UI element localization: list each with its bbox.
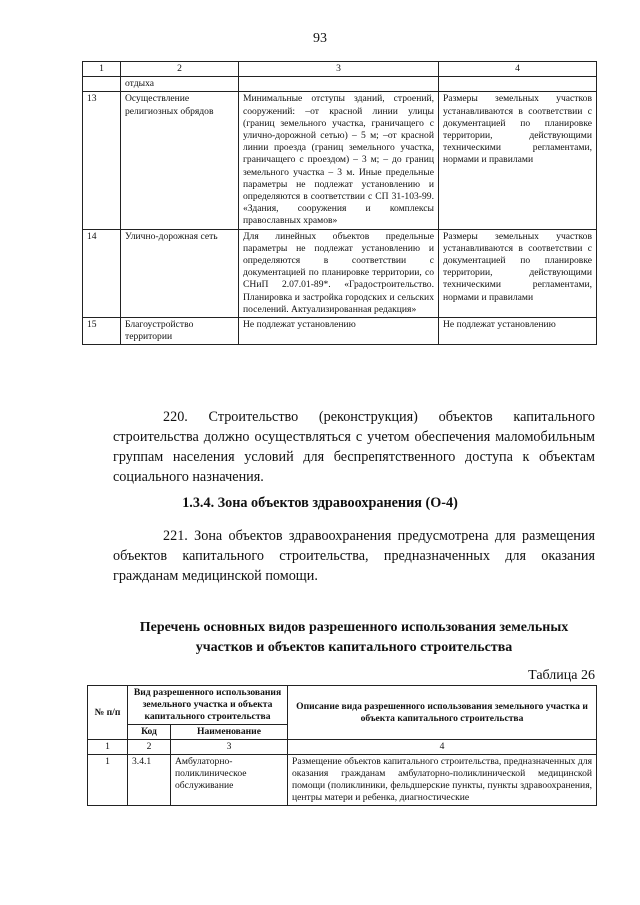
continued-cell: отдыха (121, 77, 239, 92)
header-number: № п/п (88, 686, 128, 740)
page-number: 93 (313, 31, 327, 46)
col-number: 4 (439, 62, 597, 77)
parameters-description: Для линейных объектов предельные параметры не подлежат установлению и определяются в соответствии с документацией по планировке территории, со СНиП 2.07.01-89*. «Градостроительство. Планировка и застройка городских и сельских поселений. Актуализированная редакция» (239, 229, 439, 317)
use-description: Размещение объектов капитального строительства, предназначенных для оказания гражданам амбулаторно-поликлинической медицинской помощи (поликлиники, фельдшерские пункты, пункты здравоохранения, центры матери и ребенка, диагностические (288, 755, 597, 806)
table-row (83, 92, 597, 229)
col-number: 3 (239, 62, 439, 77)
row-number: 14 (83, 229, 121, 317)
use-name: Улично-дорожная сеть (121, 229, 239, 317)
row-number: 13 (83, 92, 121, 229)
col-number: 3 (171, 740, 288, 755)
col-number: 2 (121, 62, 239, 77)
use-name: Благоустройство территории (121, 318, 239, 345)
header-name: Наименование (171, 725, 288, 740)
parameters-description: Минимальные отступы зданий, строений, сооружений: –от красной линии улицы (границ земельного участка, граничащего с улично-дорожной сетью) – 5 м; –от красной линии проезда (границ земельного участка, граничащего с проездом) – 3 м; – до границ земельного участка – 3 м. Иные предельные параметры не подлежат установлению и определяются в соответствии с СП 31-103-99. «Здания, сооружения и комплексы православных храмов» (239, 92, 439, 229)
row-number: 15 (83, 318, 121, 345)
use-name: Осуществление религиозных обрядов (121, 92, 239, 229)
table-row (83, 229, 597, 317)
table-row (88, 755, 597, 806)
use-code: 3.4.1 (128, 755, 171, 806)
table-caption: Таблица 26 (528, 668, 595, 683)
paragraph-221: 221. Зона объектов здравоохранения предусмотрена для размещения объектов капитального строительства, предназначенных для оказания гражданам медицинской помощи. (113, 528, 595, 584)
column-number-row (88, 740, 597, 755)
header-kind: Вид разрешенного использования земельного участка и объекта капитального строительства (128, 686, 288, 725)
parameters-description: Не подлежат установлению (239, 318, 439, 345)
col-number: 2 (128, 740, 171, 755)
header-code: Код (128, 725, 171, 740)
table-row (83, 77, 597, 92)
section-heading: 1.3.4. Зона объектов здравоохранения (О-4) (182, 495, 458, 511)
col-number: 1 (83, 62, 121, 77)
table-row (83, 318, 597, 345)
column-number-row (83, 62, 597, 77)
use-name: Амбулаторно-поликлиническое обслуживание (171, 755, 288, 806)
plot-sizes: Размеры земельных участков устанавливаются в соответствии с документацией по планировке территории, действующими техническими регламентами, нормами и правилами (439, 92, 597, 229)
restrictions-table-continued (82, 61, 597, 345)
col-number: 4 (288, 740, 597, 755)
permitted-uses-table (87, 685, 597, 806)
paragraph-220: 220. Строительство (реконструкция) объектов капитального строительства должно осуществляться с учетом обеспечения маломобильным группам населения условий для беспрепятственного доступа к объектам социального назначения. (113, 409, 595, 485)
plot-sizes: Размеры земельных участков устанавливаются в соответствии с документацией по планировке территории, действующими техническими регламентами, нормами и правилами (439, 229, 597, 317)
row-number: 1 (88, 755, 128, 806)
header-row (88, 686, 597, 725)
plot-sizes: Не подлежат установлению (439, 318, 597, 345)
list-title: Перечень основных видов разрешенного использования земельных участков и объектов капитального строительства (139, 620, 569, 655)
header-description: Описание вида разрешенного использования земельного участка и объекта капитального строительства (288, 686, 597, 740)
col-number: 1 (88, 740, 128, 755)
